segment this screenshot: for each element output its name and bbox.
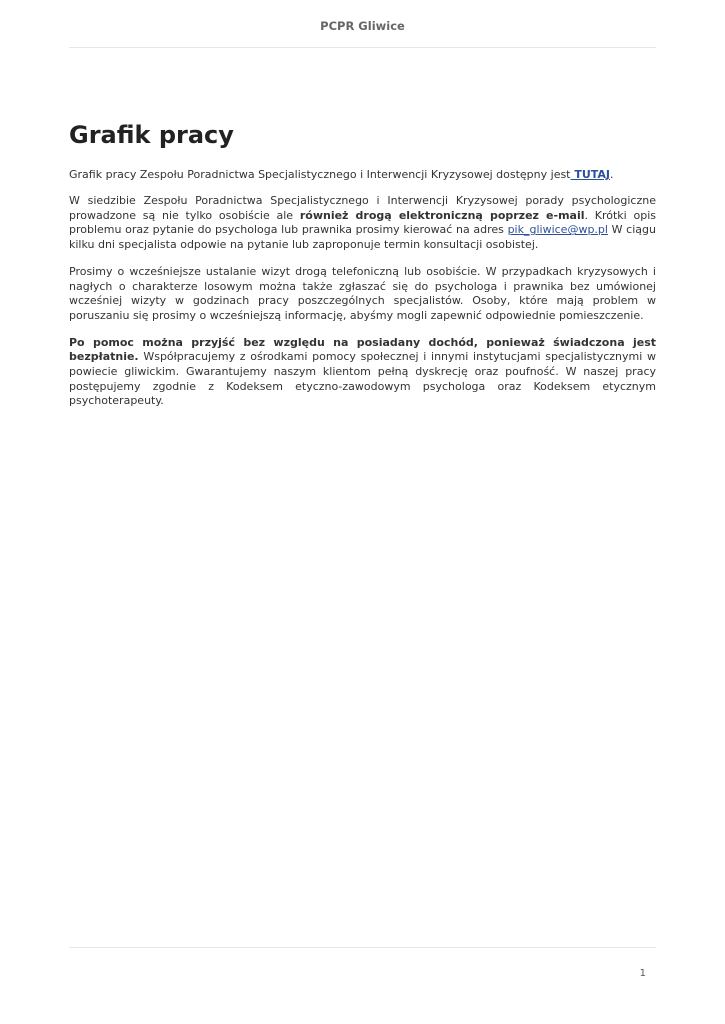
email-consultation-paragraph — [69, 194, 656, 252]
email-link[interactable]: pik_gliwice@wp.pl — [507, 223, 608, 237]
email-paragraph-bold: również drogą elektroniczną poprzez e-mail — [299, 208, 585, 222]
email-paragraph-text-middle: . Krótki opis problemu oraz pytanie do psychologa lub prawnika prosimy kierować na adres — [69, 208, 657, 237]
schedule-link[interactable]: TUTAJ — [570, 168, 611, 181]
page-number: 1 — [639, 968, 646, 979]
email-paragraph-text-before: W siedzibie Zespołu Poradnictwa Specjalistycznego i Interwencji Kryzysowej porady psychologiczne prowadzone są nie tylko osobiście ale — [69, 194, 656, 222]
footer-divider — [69, 947, 656, 948]
intro-text: Grafik pracy Zespołu Poradnictwa Specjalistycznego i Interwencji Kryzysowej dostępny jest — [69, 168, 571, 181]
free-help-bold: Po pomoc można przyjść bez względu na posiadany dochód, ponieważ świadczona jest bezpłatnie. — [69, 335, 656, 364]
header-divider — [69, 47, 656, 48]
main-content — [69, 118, 656, 421]
free-help-paragraph — [69, 336, 656, 409]
page-title: Grafik pracy — [69, 121, 234, 149]
intro-paragraph — [69, 168, 656, 183]
email-paragraph-text-after: W ciągu kilku dni specjalista odpowie na pytanie lub zaproponuje termin konsultacji osobistej. — [69, 223, 656, 251]
intro-period: . — [610, 168, 614, 181]
header-title: PCPR Gliwice — [320, 19, 405, 33]
visits-paragraph: Prosimy o wcześniejsze ustalanie wizyt drogą telefoniczną lub osobiście. W przypadkach kryzysowych i nagłych o charakterze losowym można także zgłaszać się do psychologa i prawnika bez umówionej wcześniej wizyty w godzinach pracy poszczególnych specjalistów. Osoby, które mają problem w poruszaniu się prosimy o wcześniejszą informację, abyśmy mogli zapewnić odpowiednie pomieszczenie. — [69, 264, 656, 322]
free-help-text: Współpracujemy z ośrodkami pomocy społecznej i innymi instytucjami specjalistycznymi w powiecie gliwickim. Gwarantujemy naszym klientom pełną dyskrecję oraz poufność. W naszej pracy postępujemy zgodnie z Kodeksem etyczno-zawodowym psychologa oraz Kodeksem etycznym psychoterapeuty. — [69, 350, 656, 408]
